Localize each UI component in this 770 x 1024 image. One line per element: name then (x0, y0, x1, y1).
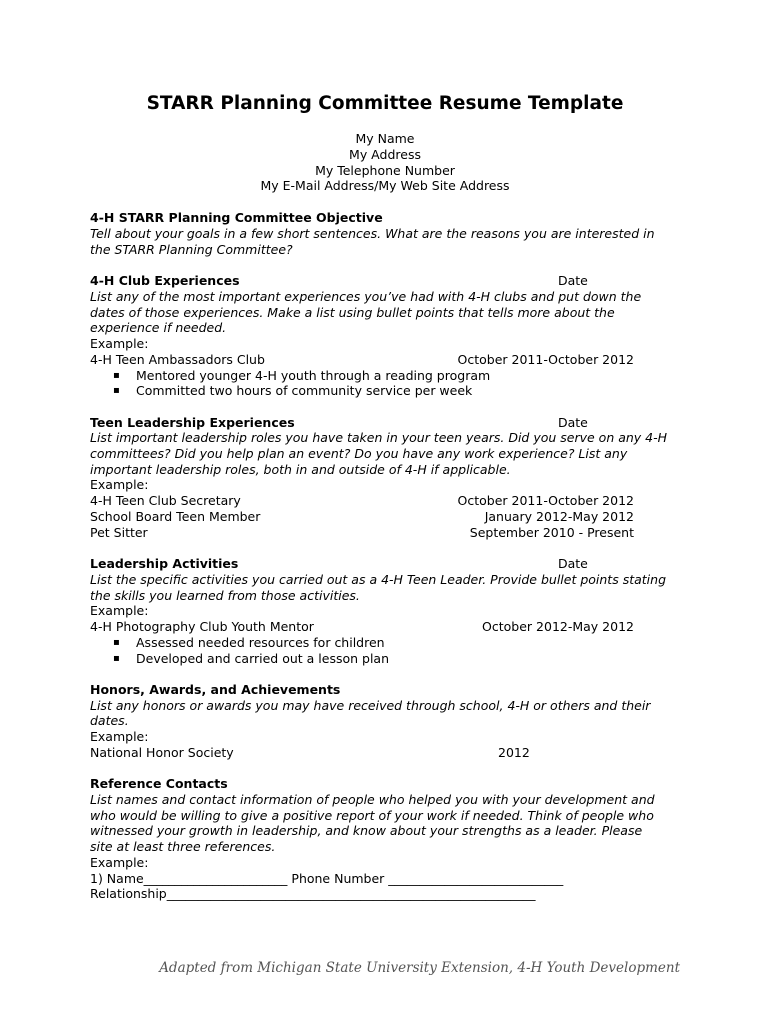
activities-entry: 4-H Photography Club Youth Mentor (90, 619, 314, 634)
leadership-date-label: Date (558, 415, 588, 430)
leadership-entry-date: October 2011-October 2012 (457, 493, 634, 508)
bullet-icon: ▪ (113, 653, 120, 664)
header-email: My E-Mail Address/My Web Site Address (260, 178, 510, 194)
references-example-label: Example: (90, 855, 149, 870)
leadership-entry-role: 4-H Teen Club Secretary (90, 493, 241, 508)
honors-heading: Honors, Awards, and Achievements (90, 682, 341, 697)
bullet-icon: ▪ (113, 385, 120, 396)
bullet-icon: ▪ (113, 637, 120, 648)
leadership-instruction-line: important leadership roles, both in and outside of 4-H if applicable. (90, 462, 511, 477)
honors-instruction-line: List any honors or awards you may have received through school, 4-H or others and their (90, 698, 651, 713)
references-heading: Reference Contacts (90, 776, 228, 791)
club-entry-date: October 2011-October 2012 (457, 352, 634, 367)
reference-name-phone-line: 1) Name_______________________ Phone Number ____________________________ (90, 871, 564, 886)
club-instruction-line: experience if needed. (90, 320, 227, 335)
leadership-entry-role: School Board Teen Member (90, 509, 261, 524)
honors-instruction-line: dates. (90, 713, 129, 728)
club-bullet: Committed two hours of community service per week (136, 383, 473, 398)
club-instruction-line: dates of those experiences. Make a list using bullet points that tells more about the (90, 305, 615, 320)
references-instruction-line: site at least three references. (90, 839, 276, 854)
references-instruction-line: witnessed your growth in leadership, and know about your strengths as a leader. Please (90, 823, 643, 838)
objective-heading: 4-H STARR Planning Committee Objective (90, 210, 383, 225)
leadership-entry-date: September 2010 - Present (469, 525, 634, 540)
club-instruction-line: List any of the most important experiences you’ve had with 4-H clubs and put down the (90, 289, 642, 304)
club-date-label: Date (558, 273, 588, 288)
header-address: My Address (349, 146, 421, 162)
header-name: My Name (355, 131, 415, 146)
activities-instruction-line: List the specific activities you carried out as a 4-H Teen Leader. Provide bullet points stating (90, 572, 667, 587)
honors-entry: National Honor Society (90, 745, 234, 760)
honors-example-label: Example: (90, 729, 149, 744)
club-heading: 4-H Club Experiences (90, 273, 240, 288)
club-entry: 4-H Teen Ambassadors Club (90, 352, 265, 367)
reference-relationship-line: Relationship___________________________________________________________ (90, 886, 536, 901)
activities-heading: Leadership Activities (90, 556, 239, 571)
leadership-heading: Teen Leadership Experiences (90, 415, 295, 430)
activities-example-label: Example: (90, 603, 149, 618)
activities-instruction-line: the skills you learned from those activities. (90, 588, 360, 603)
activities-entry-date: October 2012-May 2012 (482, 619, 634, 634)
objective-instruction-line: Tell about your goals in a few short sentences. What are the reasons you are interested in (90, 226, 655, 241)
activities-bullet: Developed and carried out a lesson plan (136, 651, 390, 666)
contact-header (0, 131, 770, 194)
activities-bullet: Assessed needed resources for children (136, 635, 385, 650)
references-instruction-line: who would be willing to give a positive report of your work if needed. Think of people who (90, 808, 654, 823)
objective-instruction-line: the STARR Planning Committee? (90, 242, 293, 257)
footer-credit: Adapted from Michigan State University Extension, 4-H Youth Development (159, 960, 680, 976)
leadership-example-label: Example: (90, 477, 149, 492)
leadership-instruction-line: List important leadership roles you have taken in your teen years. Did you serve on any 4-H (90, 430, 668, 445)
references-instruction-line: List names and contact information of people who helped you with your development and (90, 792, 655, 807)
leadership-instruction-line: committees? Did you help plan an event? Do you have any work experience? List any (90, 446, 628, 461)
honors-entry-date: 2012 (498, 745, 530, 760)
club-example-label: Example: (90, 336, 149, 351)
activities-date-label: Date (558, 556, 588, 571)
page-title: STARR Planning Committee Resume Template (146, 93, 624, 114)
leadership-entry-date: January 2012-May 2012 (484, 509, 634, 524)
club-bullet: Mentored younger 4-H youth through a reading program (136, 368, 491, 383)
header-phone: My Telephone Number (315, 162, 455, 178)
leadership-entry-role: Pet Sitter (90, 525, 148, 540)
bullet-icon: ▪ (113, 370, 120, 381)
